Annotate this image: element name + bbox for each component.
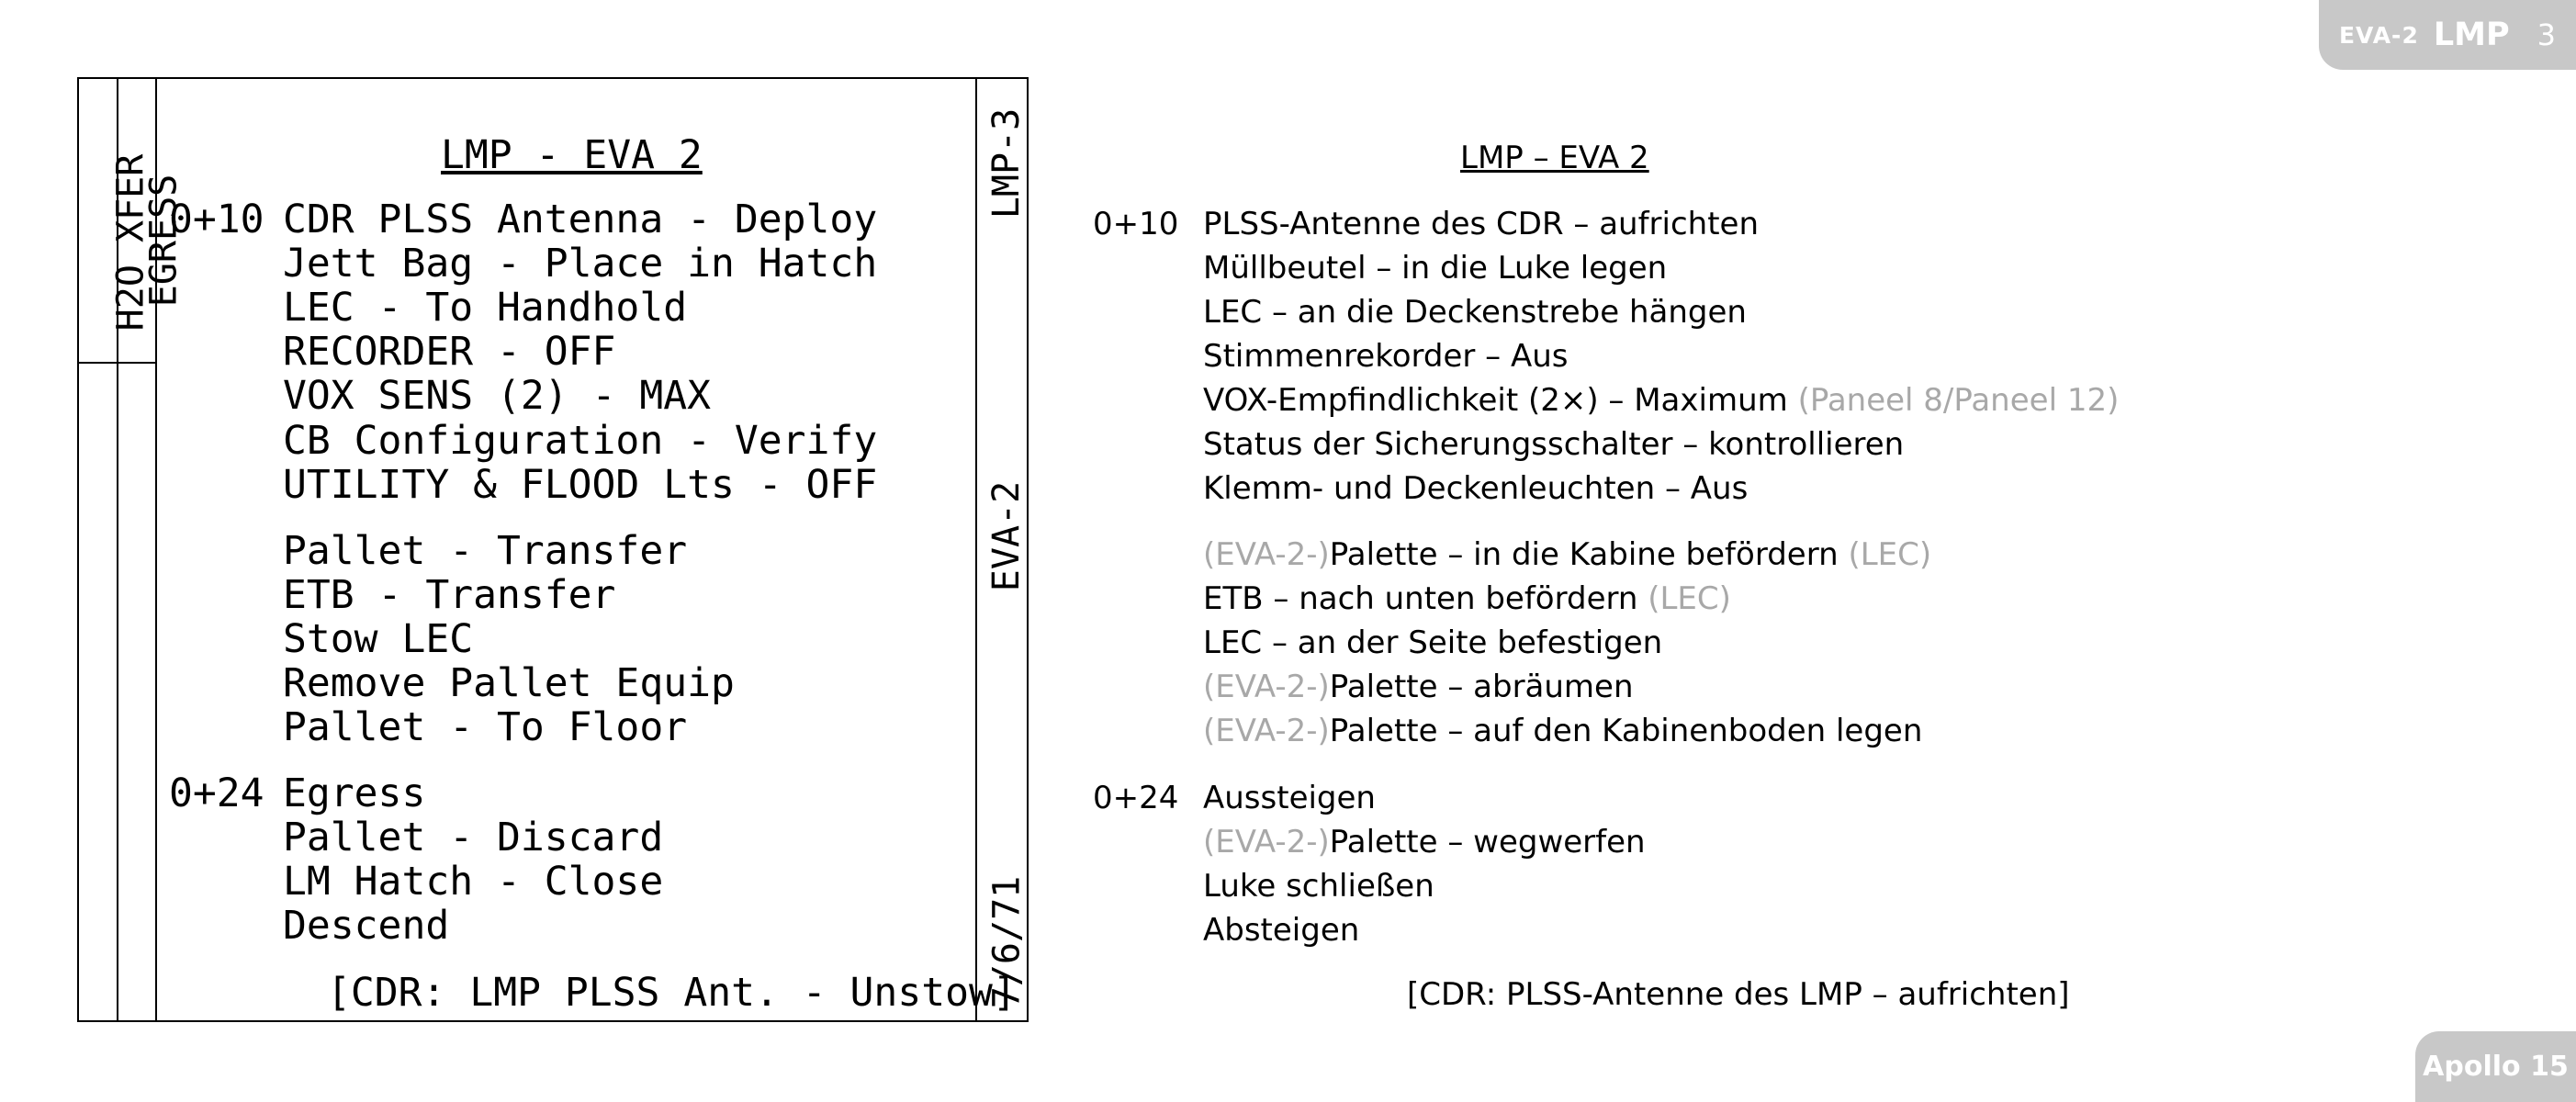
page-header-tab <box>2319 0 2576 70</box>
right-label-date: 7/6/71 <box>985 875 1029 1009</box>
translation-line <box>1203 671 1634 703</box>
card-line-text: Pallet - To Floor <box>283 704 688 750</box>
translation-line <box>1203 426 1905 463</box>
translation-time: 0+10 <box>1093 206 1179 242</box>
translation-line-text: Klemm- und Deckenleuchten – Aus <box>1203 470 1749 507</box>
translation-line-note: (Paneel 8/Paneel 12) <box>1787 382 2120 419</box>
translation-line-text: Stimmenrekorder – Aus <box>1203 338 1569 375</box>
page-number: 3 <box>2537 17 2556 52</box>
mission-footer-tab <box>2415 1031 2576 1102</box>
translation-line-text: VOX-Empfindlichkeit (2×) – Maximum <box>1203 382 1788 419</box>
translation-line <box>1203 208 1759 240</box>
translation-line <box>1203 250 1668 287</box>
card-line-text: RECORDER - OFF <box>283 329 616 375</box>
translation-line-text: ETB – nach unten befördern <box>1203 580 1638 617</box>
card-divider-3 <box>975 79 977 1020</box>
side-label-h2o-xfer: H2O XFER <box>109 153 152 332</box>
right-label-lmp3: LMP-3 <box>985 107 1029 219</box>
translation-line-text: PLSS-Antenne des CDR – aufrichten <box>1203 206 1760 242</box>
section-label: EVA-2 <box>2338 21 2419 49</box>
translation-line-text: Palette – auf den Kabinenboden legen <box>1329 713 1923 749</box>
translation-line-note: (LEC) <box>1637 580 1731 617</box>
card-line-text: Pallet - Discard <box>283 815 664 860</box>
side-label-egress: EGRESS <box>142 174 186 308</box>
translation-line-text: Absteigen <box>1203 912 1360 949</box>
translation-line <box>1203 294 1747 331</box>
translation-line-text: Müllbeutel – in die Luke legen <box>1203 250 1668 287</box>
card-line-time: 0+10 <box>169 197 264 242</box>
translation-line <box>1203 338 1569 375</box>
translation-line-note: (LEC) <box>1838 536 1932 573</box>
card-title: LMP - EVA 2 <box>441 132 703 178</box>
translation-line <box>1203 580 1731 617</box>
card-note: [CDR: LMP PLSS Ant. - Unstow] <box>327 970 1017 1016</box>
translation-line <box>1203 382 2120 419</box>
card-line-text: Pallet - Transfer <box>283 528 688 574</box>
checklist-card <box>77 77 1029 1022</box>
right-label-eva2: EVA-2 <box>985 480 1029 592</box>
translation-time: 0+24 <box>1093 780 1179 816</box>
translation-line-text: Palette – abräumen <box>1329 669 1634 705</box>
translation-line-text: LEC – an die Deckenstrebe hängen <box>1203 294 1747 331</box>
card-line-text: LEC - To Handhold <box>283 285 688 331</box>
card-hline-left <box>79 362 117 364</box>
translation-line-text: Luke schließen <box>1203 868 1434 905</box>
translation-line <box>1203 868 1434 905</box>
translation-line <box>1203 912 1360 949</box>
role-label: LMP <box>2433 17 2510 53</box>
translation-line <box>1203 826 1646 858</box>
translation-note: [CDR: PLSS-Antenne des LMP – aufrichten] <box>1407 976 2070 1013</box>
card-line-text: CDR PLSS Antenna - Deploy <box>283 197 878 242</box>
card-line-text: LM Hatch - Close <box>283 859 664 905</box>
card-line-text: VOX SENS (2) - MAX <box>283 373 711 419</box>
translation-line <box>1203 470 1749 507</box>
translation-title: LMP – EVA 2 <box>1460 140 1649 176</box>
translation-line-text: Status der Sicherungsschalter – kontrollieren <box>1203 426 1905 463</box>
translation-line <box>1203 536 1932 573</box>
card-line-time: 0+24 <box>169 770 264 816</box>
card-line-text: Stow LEC <box>283 616 474 662</box>
translation-line-prefix: (EVA-2-) <box>1203 824 1330 860</box>
mission-label: Apollo 15 <box>2423 1051 2569 1083</box>
card-line-text: Descend <box>283 903 450 949</box>
card-line-text: Egress <box>283 770 426 816</box>
translation-line-text: Palette – in die Kabine befördern <box>1329 536 1839 573</box>
translation-line <box>1203 715 1922 747</box>
card-line-text: Remove Pallet Equip <box>283 660 735 706</box>
translation-line <box>1203 624 1663 661</box>
translation-line-prefix: (EVA-2-) <box>1203 536 1330 573</box>
translation-line-prefix: (EVA-2-) <box>1203 713 1330 749</box>
translation-line-text: Aussteigen <box>1203 780 1376 816</box>
translation-line <box>1203 782 1376 814</box>
card-line-text: Jett Bag - Place in Hatch <box>283 241 878 287</box>
card-line-text: ETB - Transfer <box>283 572 616 618</box>
card-line-text: UTILITY & FLOOD Lts - OFF <box>283 462 878 508</box>
card-hline-mid <box>117 362 155 364</box>
card-line-text: CB Configuration - Verify <box>283 418 878 464</box>
translation-line-text: Palette – wegwerfen <box>1329 824 1646 860</box>
translation-line-text: LEC – an der Seite befestigen <box>1203 624 1663 661</box>
translation-line-prefix: (EVA-2-) <box>1203 669 1330 705</box>
